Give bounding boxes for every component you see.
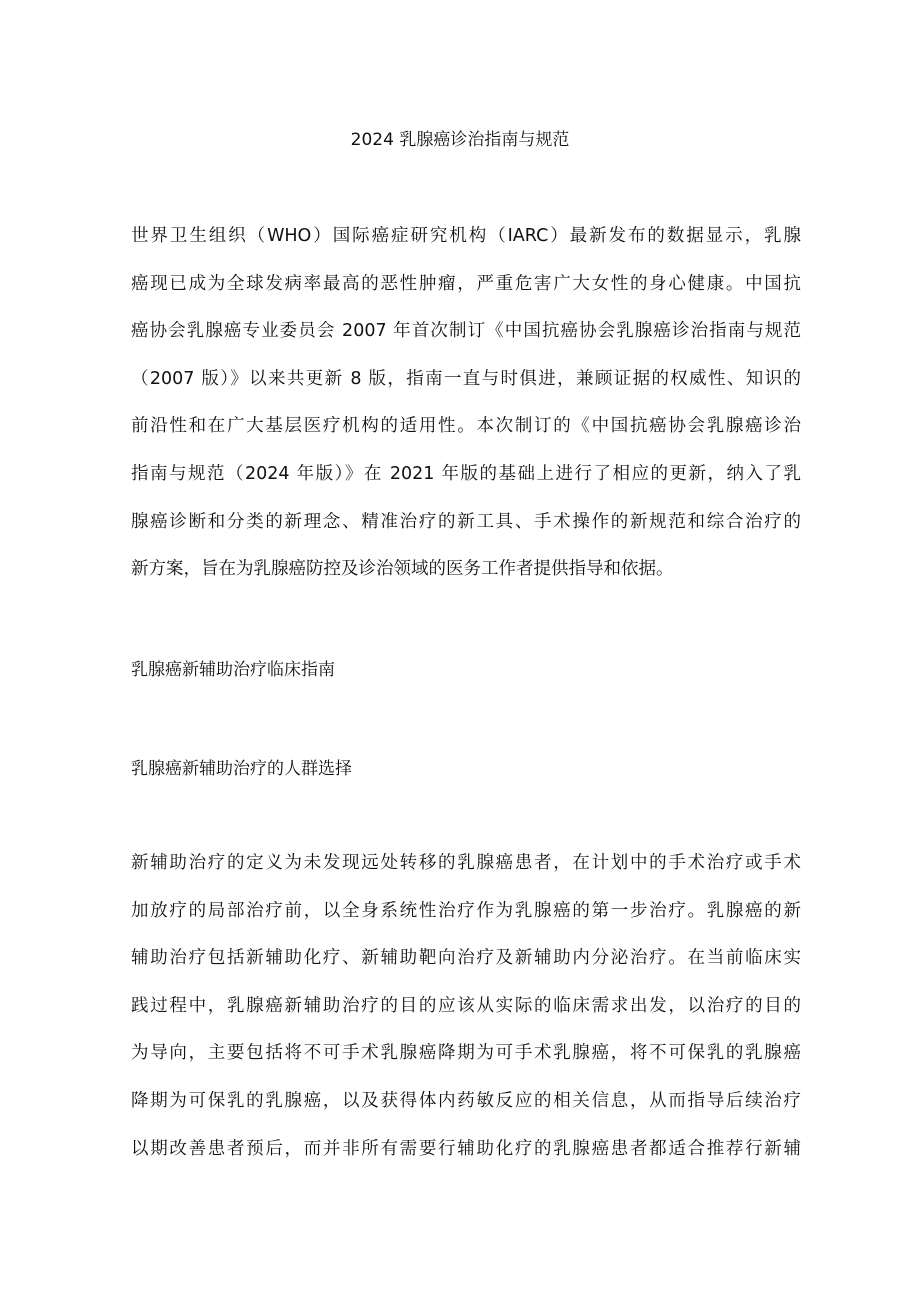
paragraph-line: 腺癌诊断和分类的新理念、精准治疗的新工具、手术操作的新规范和综合治疗的 bbox=[131, 511, 801, 532]
paragraph-line: 践过程中，乳腺癌新辅助治疗的目的应该从实际的临床需求出发，以治疗的目的 bbox=[131, 995, 801, 1016]
paragraph-line: 新辅助治疗的定义为未发现远处转移的乳腺癌患者，在计划中的手术治疗或手术 bbox=[131, 853, 801, 873]
paragraph-line: 加放疗的局部治疗前，以全身系统性治疗作为乳腺癌的第一步治疗。乳腺癌的新 bbox=[131, 900, 801, 921]
paragraph-line: 前沿性和在广大基层医疗机构的适用性。本次制订的《中国抗癌协会乳腺癌诊治 bbox=[131, 416, 801, 437]
paragraph-line: 新方案，旨在为乳腺癌防控及诊治领域的医务工作者提供指导和依据。 bbox=[131, 559, 674, 580]
paragraph-line: （2007 版）》以来共更新 8 版，指南一直与时俱进，兼顾证据的权威性、知识的 bbox=[131, 368, 801, 389]
subsection-heading: 乳腺癌新辅助治疗的人群选择 bbox=[131, 759, 352, 779]
intro-paragraph bbox=[131, 224, 801, 605]
paragraph-line: 辅助治疗包括新辅助化疗、新辅助靶向治疗及新辅助内分泌治疗。在当前临床实 bbox=[131, 948, 801, 969]
section-heading: 乳腺癌新辅助治疗临床指南 bbox=[131, 660, 335, 680]
paragraph-line: 癌现已成为全球发病率最高的恶性肿瘤，严重危害广大女性的身心健康。中国抗 bbox=[131, 273, 801, 294]
paragraph-line: 世界卫生组织（WHO）国际癌症研究机构（IARC）最新发布的数据显示，乳腺 bbox=[131, 226, 801, 246]
paragraph-line: 为导向，主要包括将不可手术乳腺癌降期为可手术乳腺癌，将不可保乳的乳腺癌 bbox=[131, 1043, 801, 1064]
paragraph-line: 癌协会乳腺癌专业委员会 2007 年首次制订《中国抗癌协会乳腺癌诊治指南与规范 bbox=[131, 321, 801, 342]
body-paragraph bbox=[131, 851, 801, 1184]
document-title: 2024 乳腺癌诊治指南与规范 bbox=[350, 130, 570, 150]
paragraph-line: 以期改善患者预后，而并非所有需要行辅助化疗的乳腺癌患者都适合推荐行新辅 bbox=[131, 1138, 801, 1159]
paragraph-line: 降期为可保乳的乳腺癌，以及获得体内药敏反应的相关信息，从而指导后续治疗 bbox=[131, 1090, 801, 1111]
paragraph-line: 指南与规范（2024 年版）》在 2021 年版的基础上进行了相应的更新，纳入了乳 bbox=[131, 463, 801, 484]
